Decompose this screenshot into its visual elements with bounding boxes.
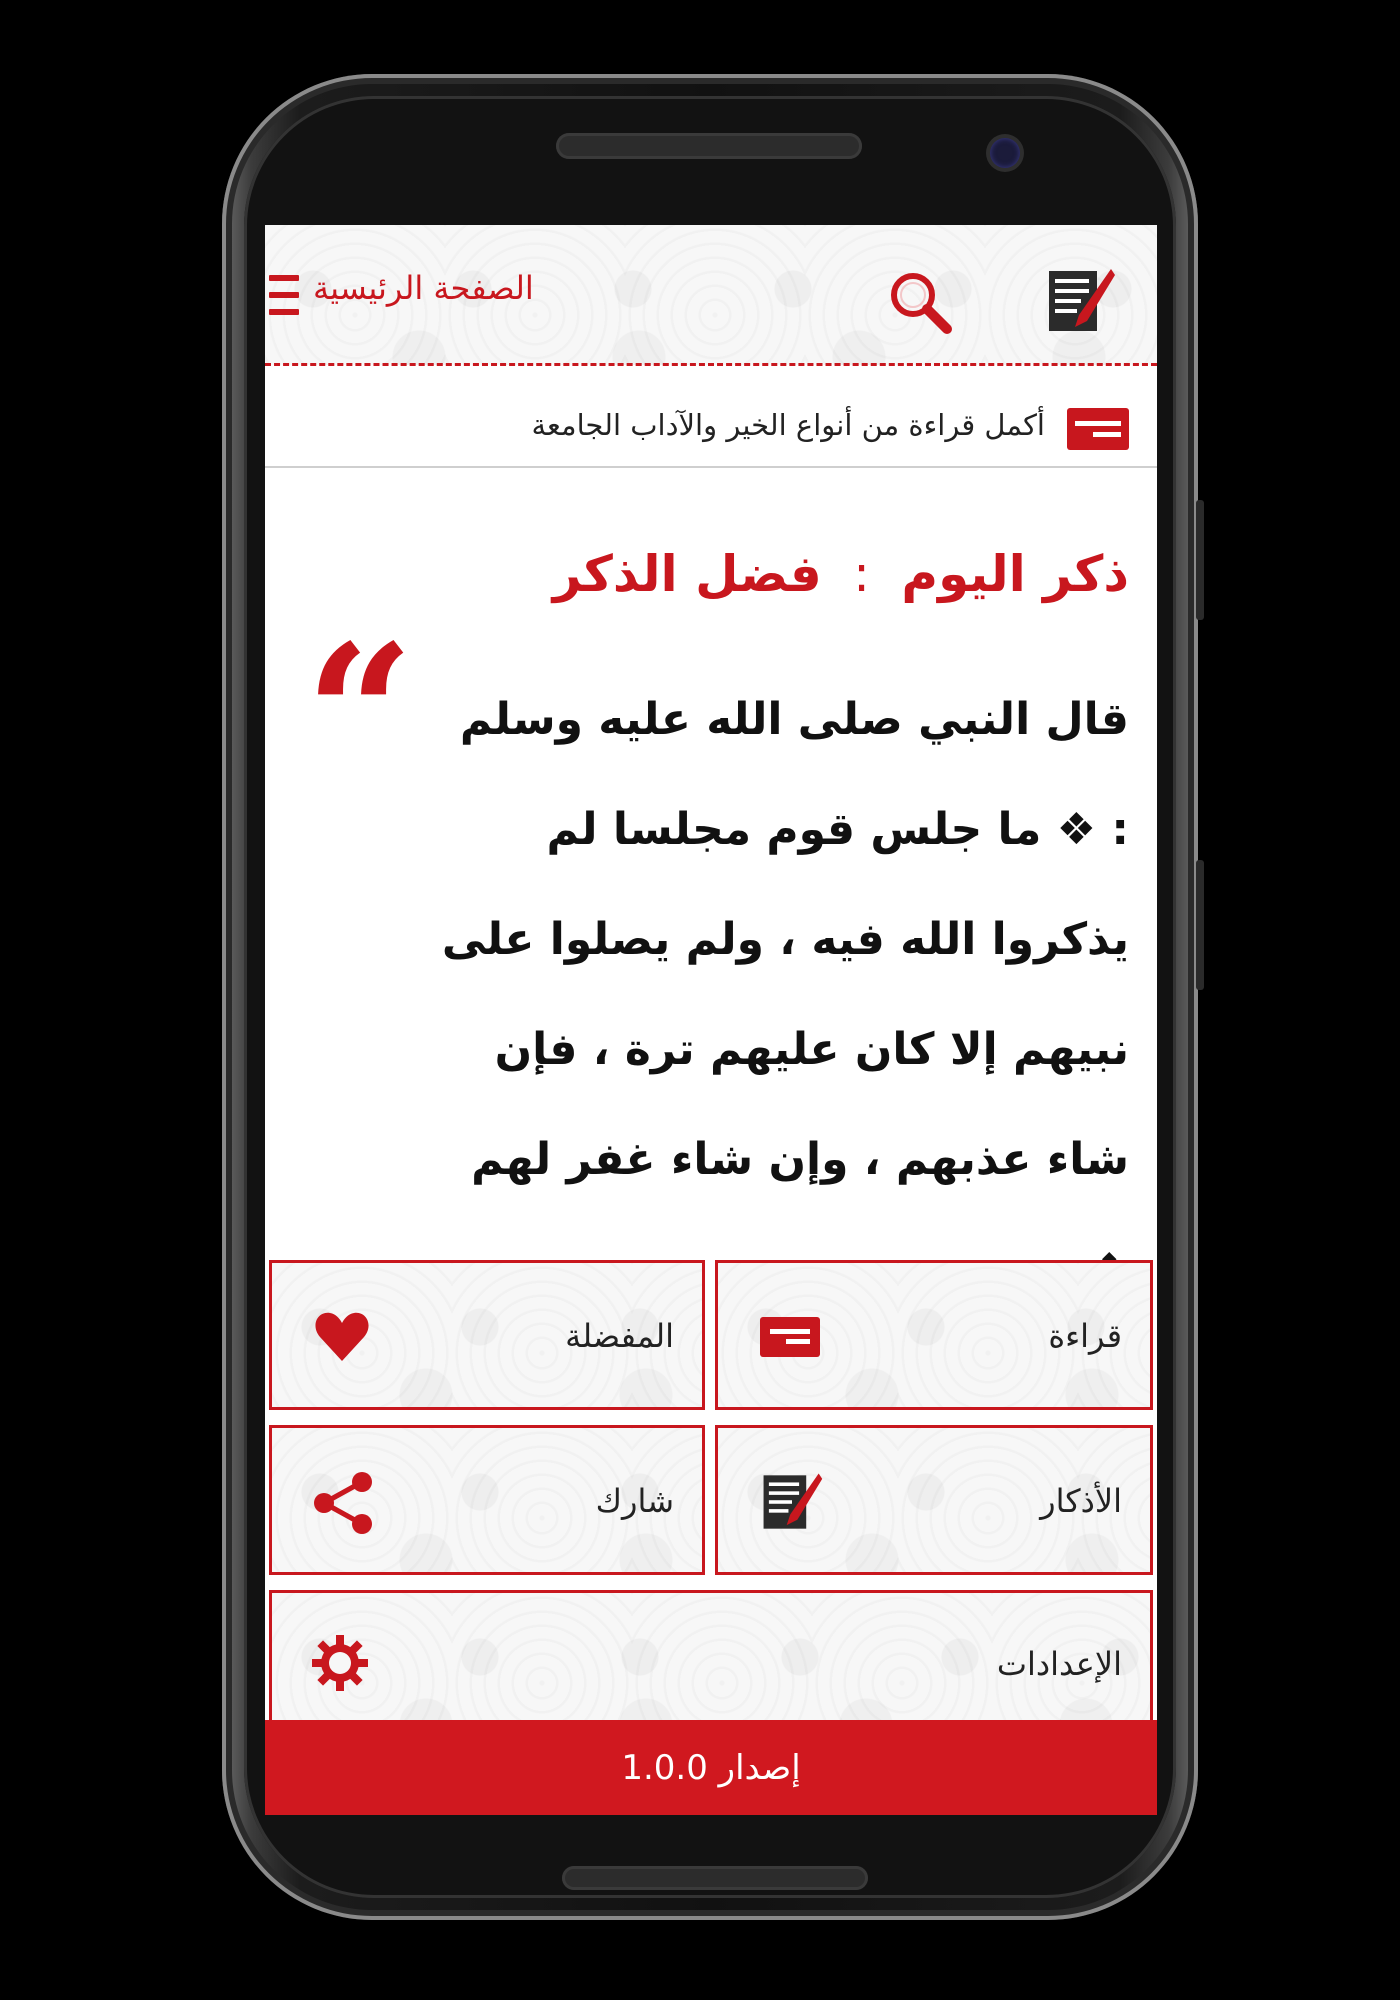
reading-card-icon — [1067, 408, 1129, 450]
gear-icon — [310, 1633, 370, 1693]
zikr-title-separator: : — [853, 545, 870, 603]
continue-reading-bar[interactable] — [265, 368, 1157, 468]
reading-card-icon — [760, 1307, 820, 1367]
settings-label: الإعدادات — [996, 1645, 1122, 1683]
app-bar — [265, 225, 1157, 365]
menu-icon[interactable] — [269, 275, 299, 315]
share-label: شارك — [595, 1482, 674, 1520]
share-tile[interactable] — [269, 1425, 705, 1575]
page-title: الصفحة الرئيسية — [313, 269, 534, 307]
reading-label: قراءة — [1048, 1317, 1122, 1355]
azkar-tile[interactable] — [715, 1425, 1153, 1575]
zikr-of-day-title — [553, 545, 1129, 603]
settings-tile[interactable] — [269, 1590, 1153, 1740]
phone-camera — [990, 138, 1020, 168]
document-pen-icon — [760, 1470, 824, 1534]
continue-reading-text: أكمل قراءة من أنواع الخير والآداب الجامعة — [531, 408, 1045, 442]
reading-tile[interactable] — [715, 1260, 1153, 1410]
search-icon[interactable] — [885, 267, 955, 337]
azkar-label: الأذكار — [1040, 1482, 1122, 1520]
version-footer — [265, 1720, 1157, 1815]
phone-power-button — [1196, 500, 1204, 620]
phone-bottom-grille — [562, 1866, 868, 1890]
zikr-name: فضل الذكر — [552, 545, 822, 603]
header-divider — [265, 363, 1157, 366]
zikr-body-text: قال النبي صلى الله عليه وسلم : ❖ ما جلس قوم مجلسا لم يذكروا الله فيه ، ولم يصلوا على نبيهم إلا كان عليهم ترة ، فإن شاء عذبهم ، وإن شاء غفر لهم — [441, 694, 1129, 1185]
favorites-tile[interactable] — [269, 1260, 705, 1410]
version-label: إصدار 1.0.0 — [621, 1747, 801, 1788]
document-pen-icon[interactable] — [1045, 265, 1117, 337]
app-screen — [265, 225, 1157, 1815]
phone-speaker — [556, 133, 862, 159]
share-icon — [310, 1470, 376, 1536]
favorites-label: المفضلة — [565, 1317, 674, 1355]
phone-volume-button — [1196, 860, 1204, 990]
zikr-of-day-label: ذكر اليوم — [901, 545, 1129, 603]
heart-icon — [312, 1307, 372, 1367]
quote-icon: “ — [305, 603, 415, 826]
